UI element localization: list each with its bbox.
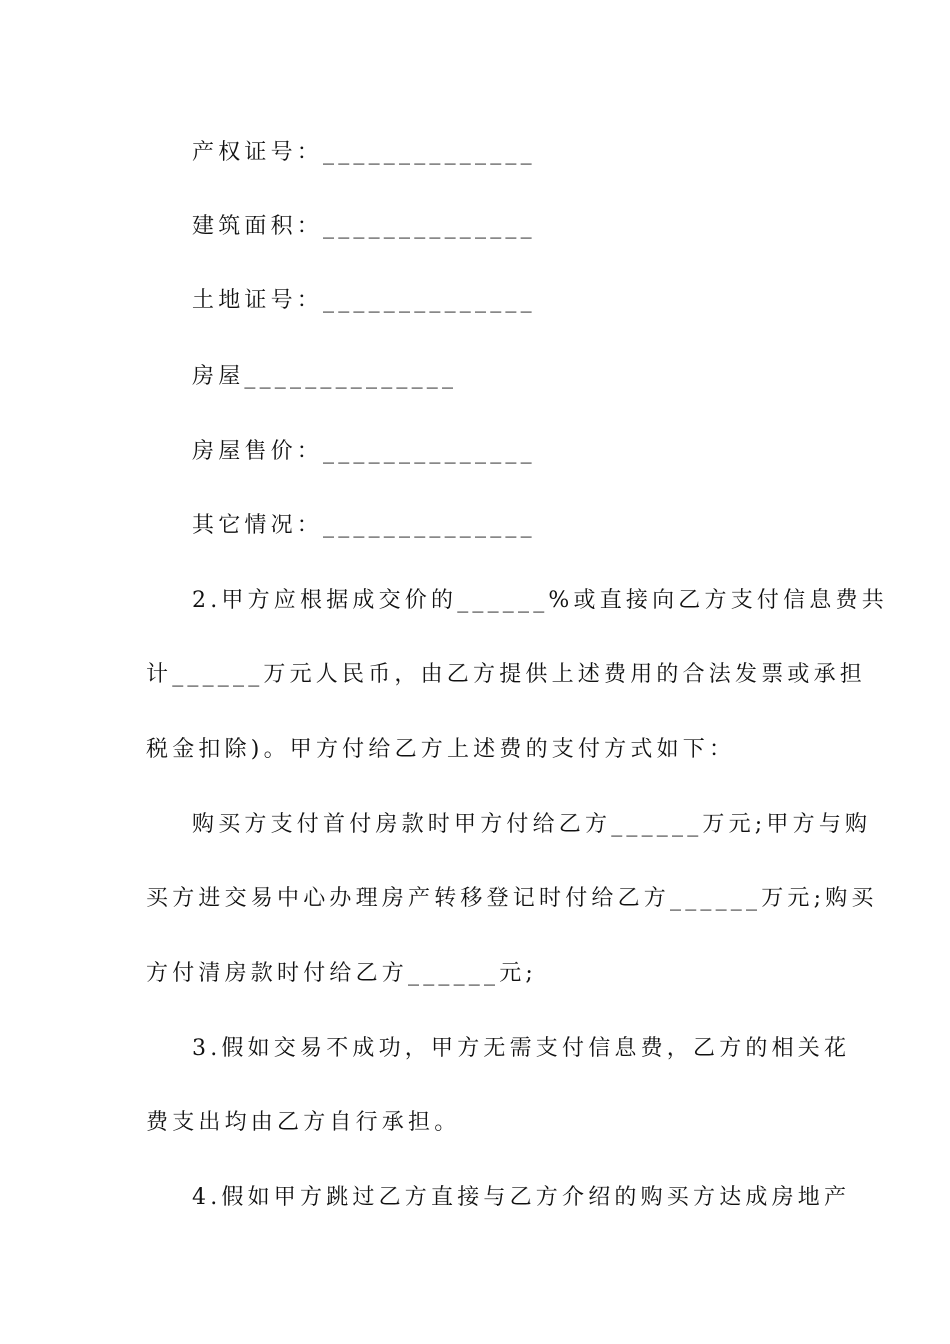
field-house-price: 房屋售价：______________	[192, 439, 536, 464]
payment-para-line-1: 购买方支付首付房款时甲方付给乙方______万元;甲方与购	[192, 812, 872, 837]
field-land-cert-no: 土地证号：______________	[192, 288, 536, 313]
field-property-cert-no: 产权证号：______________	[192, 140, 536, 165]
clause-2-line-2: 计______万元人民币，由乙方提供上述费用的合法发票或承担	[146, 662, 867, 687]
payment-para-line-2: 买方进交易中心办理房产转移登记时付给乙方______万元;购买	[146, 886, 878, 911]
payment-para-line-3: 方付清房款时付给乙方______元;	[146, 961, 538, 986]
field-other-info: 其它情况：______________	[192, 513, 536, 538]
clause-2-line-3: 税金扣除)。甲方付给乙方上述费的支付方式如下：	[146, 737, 736, 762]
field-house: 房屋______________	[192, 364, 458, 389]
field-building-area: 建筑面积：______________	[192, 214, 536, 239]
clause-2-line-1: 2.甲方应根据成交价的______%或直接向乙方支付信息费共	[192, 588, 888, 613]
clause-3-line-2: 费支出均由乙方自行承担。	[146, 1110, 461, 1135]
clause-3-line-1: 3.假如交易不成功，甲方无需支付信息费，乙方的相关花	[192, 1036, 851, 1061]
clause-4-line-1: 4.假如甲方跳过乙方直接与乙方介绍的购买方达成房地产	[192, 1185, 851, 1210]
